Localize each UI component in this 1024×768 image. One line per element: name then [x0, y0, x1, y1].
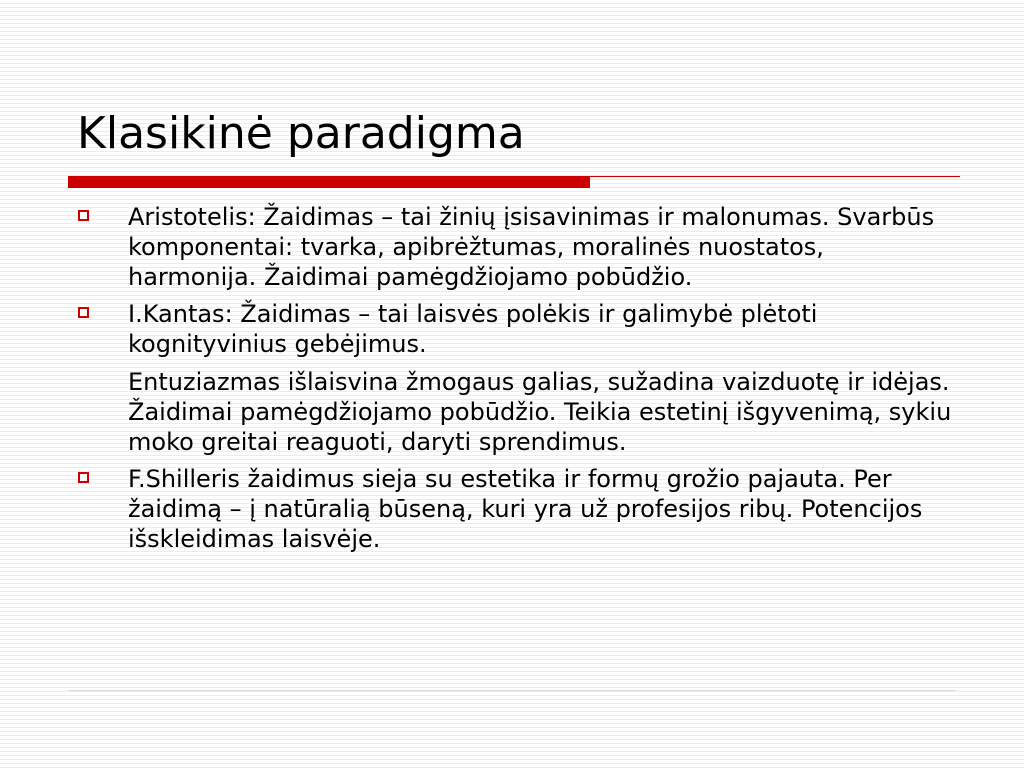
footer-divider: [68, 690, 956, 691]
square-bullet-icon: [78, 472, 89, 483]
title-underline-bar: [68, 176, 590, 188]
slide-title: Klasikinė paradigma: [77, 108, 525, 159]
bullet-text: Aristotelis: Žaidimas – tai žinių įsisavinimas ir malonumas. Svarbūs komponentai: tvarka, apibrėžtumas, moralinės nuostatos, harmonija. Žaidimai pamėgdžiojamo pobūdžio.: [128, 203, 935, 291]
continuation-paragraph: [76, 367, 956, 457]
bullet-item-kantas: [76, 299, 956, 359]
square-bullet-icon: [78, 307, 89, 318]
square-bullet-icon: [78, 210, 89, 221]
title-underline-line: [590, 176, 960, 177]
paragraph-text: Entuziazmas išlaisvina žmogaus galias, sužadina vaizduotę ir idėjas. Žaidimai pamėgdžiojamo pobūdžio. Teikia estetinį išgyvenimą, sykiu moko greitai reaguoti, daryti sprendimus.: [128, 368, 952, 456]
bullet-item-shilleris: [76, 464, 956, 554]
slide-body: [76, 202, 956, 561]
bullet-item-aristotelis: [76, 202, 956, 292]
bullet-text: F.Shilleris žaidimus sieja su estetika ir formų grožio pajauta. Per žaidimą – į natūralią būseną, kuri yra už profesijos ribų. Potencijos išskleidimas laisvėje.: [128, 465, 923, 553]
bullet-text: I.Kantas: Žaidimas – tai laisvės polėkis ir galimybė plėtoti kognityvinius gebėjimus.: [128, 300, 818, 358]
